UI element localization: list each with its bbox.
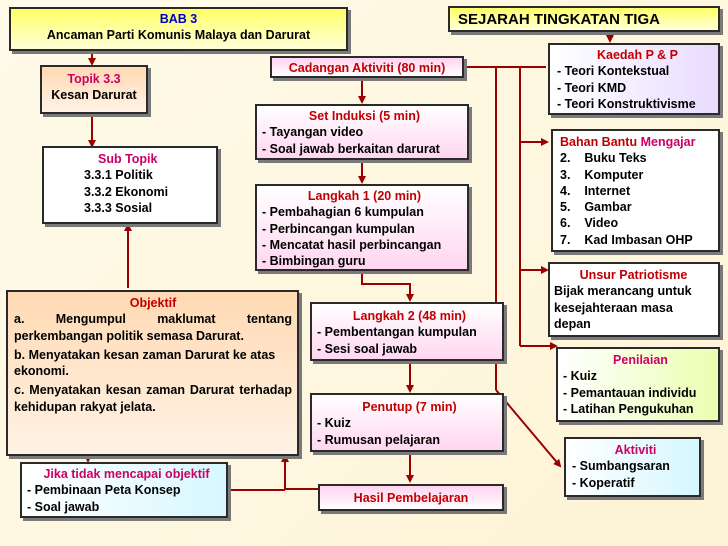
bahan-item: 6. Video	[560, 216, 619, 231]
jika-item: - Soal jawab	[27, 499, 100, 514]
subtopik-box	[42, 146, 218, 224]
unsur-title: Unsur Patriotisme	[579, 268, 688, 282]
bahan-title	[560, 134, 718, 150]
langkah2-item: - Pembentangan kumpulan	[317, 325, 477, 340]
langkah1-item: - Perbincangan kumpulan	[262, 221, 415, 236]
hasil-box	[318, 484, 504, 511]
bab-title: BAB 3	[159, 12, 198, 26]
kaedah-item: - Teori Kontekstual	[557, 64, 670, 79]
aktiviti-item: - Koperatif	[572, 475, 635, 490]
penutup-box	[310, 393, 504, 452]
cadangan-label: Cadangan Aktiviti (80 min)	[288, 61, 446, 75]
langkah2-item: - Sesi soal jawab	[317, 341, 418, 356]
topik-box	[40, 65, 148, 114]
subtopik-item: 3.3.3 Sosial	[84, 200, 153, 215]
main-title-box	[448, 6, 720, 32]
langkah1-item: - Pembahagian 6 kumpulan	[262, 205, 424, 220]
set-induksi-item: - Soal jawab berkaitan darurat	[262, 141, 440, 156]
kaedah-title: Kaedah P & P	[596, 48, 679, 62]
unsur-text: Bijak merancang untuk kesejahteraan masa depan	[554, 284, 692, 331]
kaedah-box	[548, 43, 720, 115]
bab-subtitle: Ancaman Parti Komunis Malaya dan Darurat	[46, 28, 311, 43]
set-induksi-box	[255, 104, 469, 160]
langkah1-item: - Mencatat hasil perbincangan	[262, 237, 442, 252]
objektif-item: b. Menyatakan kesan zaman Darurat ke atas ekonomi.	[14, 347, 276, 378]
bab-box	[9, 7, 348, 51]
aktiviti-item: - Sumbangsaran	[572, 459, 670, 474]
set-induksi-title: Set Induksi (5 min)	[308, 109, 421, 123]
jika-item: - Pembinaan Peta Konsep	[27, 483, 181, 498]
topik-text: Kesan Darurat	[51, 88, 137, 103]
penilaian-item: - Pemantauan individu	[563, 385, 697, 400]
aktiviti-box	[564, 437, 701, 497]
cadangan-box	[270, 56, 464, 78]
langkah1-title: Langkah 1 (20 min)	[307, 189, 422, 203]
bahan-item: 3. Komputer	[560, 167, 644, 182]
unsur-box	[548, 262, 720, 337]
langkah2-box	[310, 302, 504, 361]
topik-title: Topik 3.3	[67, 72, 121, 86]
bahan-title-b: Mengajar	[640, 135, 696, 149]
arrow-hasil-objektif	[285, 456, 318, 489]
kaedah-item: - Teori KMD	[557, 80, 627, 95]
bahan-item: 4. Internet	[560, 183, 631, 198]
jika-title: Jika tidak mencapai objektif	[43, 467, 210, 481]
penilaian-item: - Latihan Pengukuhan	[563, 401, 694, 416]
subtopik-item: 3.3.2 Ekonomi	[84, 184, 169, 199]
langkah1-item: - Bimbingan guru	[262, 254, 366, 268]
penilaian-item: - Kuiz	[563, 369, 598, 384]
bahan-item: 5. Gambar	[560, 200, 632, 214]
penutup-item: - Kuiz	[317, 416, 352, 431]
jika-box	[20, 462, 228, 518]
langkah1-box	[255, 184, 469, 271]
bahan-box	[551, 129, 720, 252]
aktiviti-title: Aktiviti	[614, 443, 657, 457]
arrow-l1-l2	[362, 271, 410, 300]
penilaian-title: Penilaian	[613, 353, 668, 367]
set-induksi-item: - Tayangan video	[262, 125, 364, 140]
objektif-title: Objektif	[129, 296, 177, 310]
subtopik-item: 3.3.1 Politik	[84, 168, 153, 183]
subtopik-title: Sub Topik	[98, 152, 158, 166]
penilaian-box	[556, 347, 720, 422]
bahan-item: 2. Buku Teks	[560, 151, 647, 166]
penutup-title: Penutup (7 min)	[362, 400, 457, 414]
penutup-item: - Rumusan pelajaran	[317, 432, 440, 447]
objektif-box	[6, 290, 299, 456]
bahan-title-a: Bahan Bantu	[560, 135, 638, 149]
objektif-item: c. Menyatakan kesan zaman Darurat terhadap kehidupan rakyat jelata.	[14, 383, 292, 414]
arrow-to-aktiviti	[496, 390, 560, 466]
bahan-item: 7. Kad Imbasan OHP	[560, 232, 693, 247]
langkah2-title: Langkah 2 (48 min)	[352, 309, 467, 323]
kaedah-item: - Teori Konstruktivisme	[557, 96, 696, 111]
objektif-item: a. Mengumpul maklumat tentang perkembangan politik semasa Darurat.	[14, 312, 292, 343]
main-title: SEJARAH TINGKATAN TIGA	[458, 11, 660, 28]
hasil-label: Hasil Pembelajaran	[353, 491, 469, 505]
